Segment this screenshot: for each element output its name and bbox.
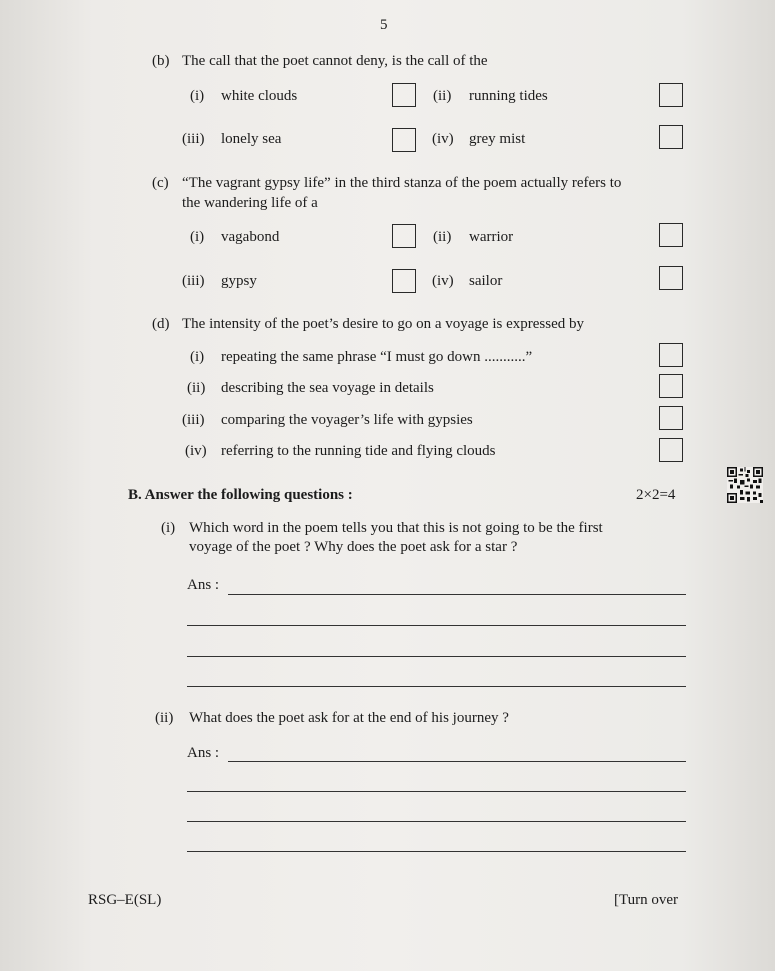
q-c-opt1-num: (i) (190, 229, 205, 245)
q-d-opt3-text: comparing the voyager’s life with gypsies (221, 412, 473, 428)
q-b-opt2-text: running tides (469, 88, 548, 104)
q-d-opt4-text: referring to the running tide and flying clouds (221, 443, 496, 459)
section-b-q1-line2: voyage of the poet ? Why does the poet ask for a star ? (189, 539, 518, 555)
qr-code-icon (727, 467, 763, 503)
q-d-opt1-text: repeating the same phrase “I must go down ...........” (221, 349, 533, 365)
q-b-opt2-num: (ii) (433, 88, 452, 104)
q-b-text: The call that the poet cannot deny, is the call of the (182, 53, 488, 69)
section-b-q2-ans-label: Ans : (187, 745, 220, 761)
q1-answer-line-2[interactable] (187, 625, 686, 626)
q-d-opt2-checkbox[interactable] (659, 374, 683, 398)
q-c-opt2-checkbox[interactable] (659, 223, 683, 247)
q1-answer-line-1[interactable] (228, 594, 686, 595)
q-d-opt2-text: describing the sea voyage in details (221, 380, 434, 396)
q-c-opt4-text: sailor (469, 273, 503, 289)
q-d-opt3-num: (iii) (182, 412, 205, 428)
q1-answer-line-4[interactable] (187, 686, 686, 687)
q-d-opt1-num: (i) (190, 349, 205, 365)
q-b-opt4-num: (iv) (432, 131, 454, 147)
page-number: 5 (380, 17, 388, 33)
footer-turn-over: [Turn over (614, 892, 679, 908)
q-b-opt1-num: (i) (190, 88, 205, 104)
q-c-opt3-text: gypsy (221, 273, 257, 289)
q-c-opt4-checkbox[interactable] (659, 266, 683, 290)
q2-answer-line-2[interactable] (187, 791, 686, 792)
q-d-opt1-checkbox[interactable] (659, 343, 683, 367)
q-c-opt1-text: vagabond (221, 229, 280, 245)
section-b-q1-ans-label: Ans : (187, 577, 220, 593)
section-b-q2-num: (ii) (155, 710, 174, 726)
q-c-opt3-num: (iii) (182, 273, 205, 289)
section-b-q1-num: (i) (161, 520, 176, 536)
section-b-marks: 2×2=4 (636, 487, 676, 503)
q-d-text: The intensity of the poet’s desire to go on a voyage is expressed by (182, 316, 584, 332)
q-c-opt1-checkbox[interactable] (392, 224, 416, 248)
q-d-opt4-checkbox[interactable] (659, 438, 683, 462)
q-c-opt2-text: warrior (469, 229, 514, 245)
q-c-line1: “The vagrant gypsy life” in the third stanza of the poem actually refers to (182, 175, 622, 191)
q-d-opt3-checkbox[interactable] (659, 406, 683, 430)
q-c-label: (c) (152, 175, 169, 191)
q-c-opt4-num: (iv) (432, 273, 454, 289)
q2-answer-line-1[interactable] (228, 761, 686, 762)
q-b-opt3-num: (iii) (182, 131, 205, 147)
q-c-line2: the wandering life of a (182, 195, 318, 211)
q-d-opt4-num: (iv) (185, 443, 207, 459)
q-c-opt3-checkbox[interactable] (392, 269, 416, 293)
section-b-title: B. Answer the following questions : (128, 487, 353, 503)
q2-answer-line-3[interactable] (187, 821, 686, 822)
q-d-opt2-num: (ii) (187, 380, 206, 396)
q-b-opt3-checkbox[interactable] (392, 128, 416, 152)
q-d-label: (d) (152, 316, 170, 332)
q-b-label: (b) (152, 53, 170, 69)
section-b-q2-line1: What does the poet ask for at the end of his journey ? (189, 710, 509, 726)
q-b-opt2-checkbox[interactable] (659, 83, 683, 107)
q-c-opt2-num: (ii) (433, 229, 452, 245)
footer-code: RSG–E(SL) (88, 892, 162, 908)
q2-answer-line-4[interactable] (187, 851, 686, 852)
q1-answer-line-3[interactable] (187, 656, 686, 657)
section-b-q1-line1: Which word in the poem tells you that this is not going to be the first (189, 520, 603, 536)
q-b-opt4-checkbox[interactable] (659, 125, 683, 149)
q-b-opt4-text: grey mist (469, 131, 526, 147)
q-b-opt1-checkbox[interactable] (392, 83, 416, 107)
q-b-opt1-text: white clouds (221, 88, 298, 104)
q-b-opt3-text: lonely sea (221, 131, 282, 147)
